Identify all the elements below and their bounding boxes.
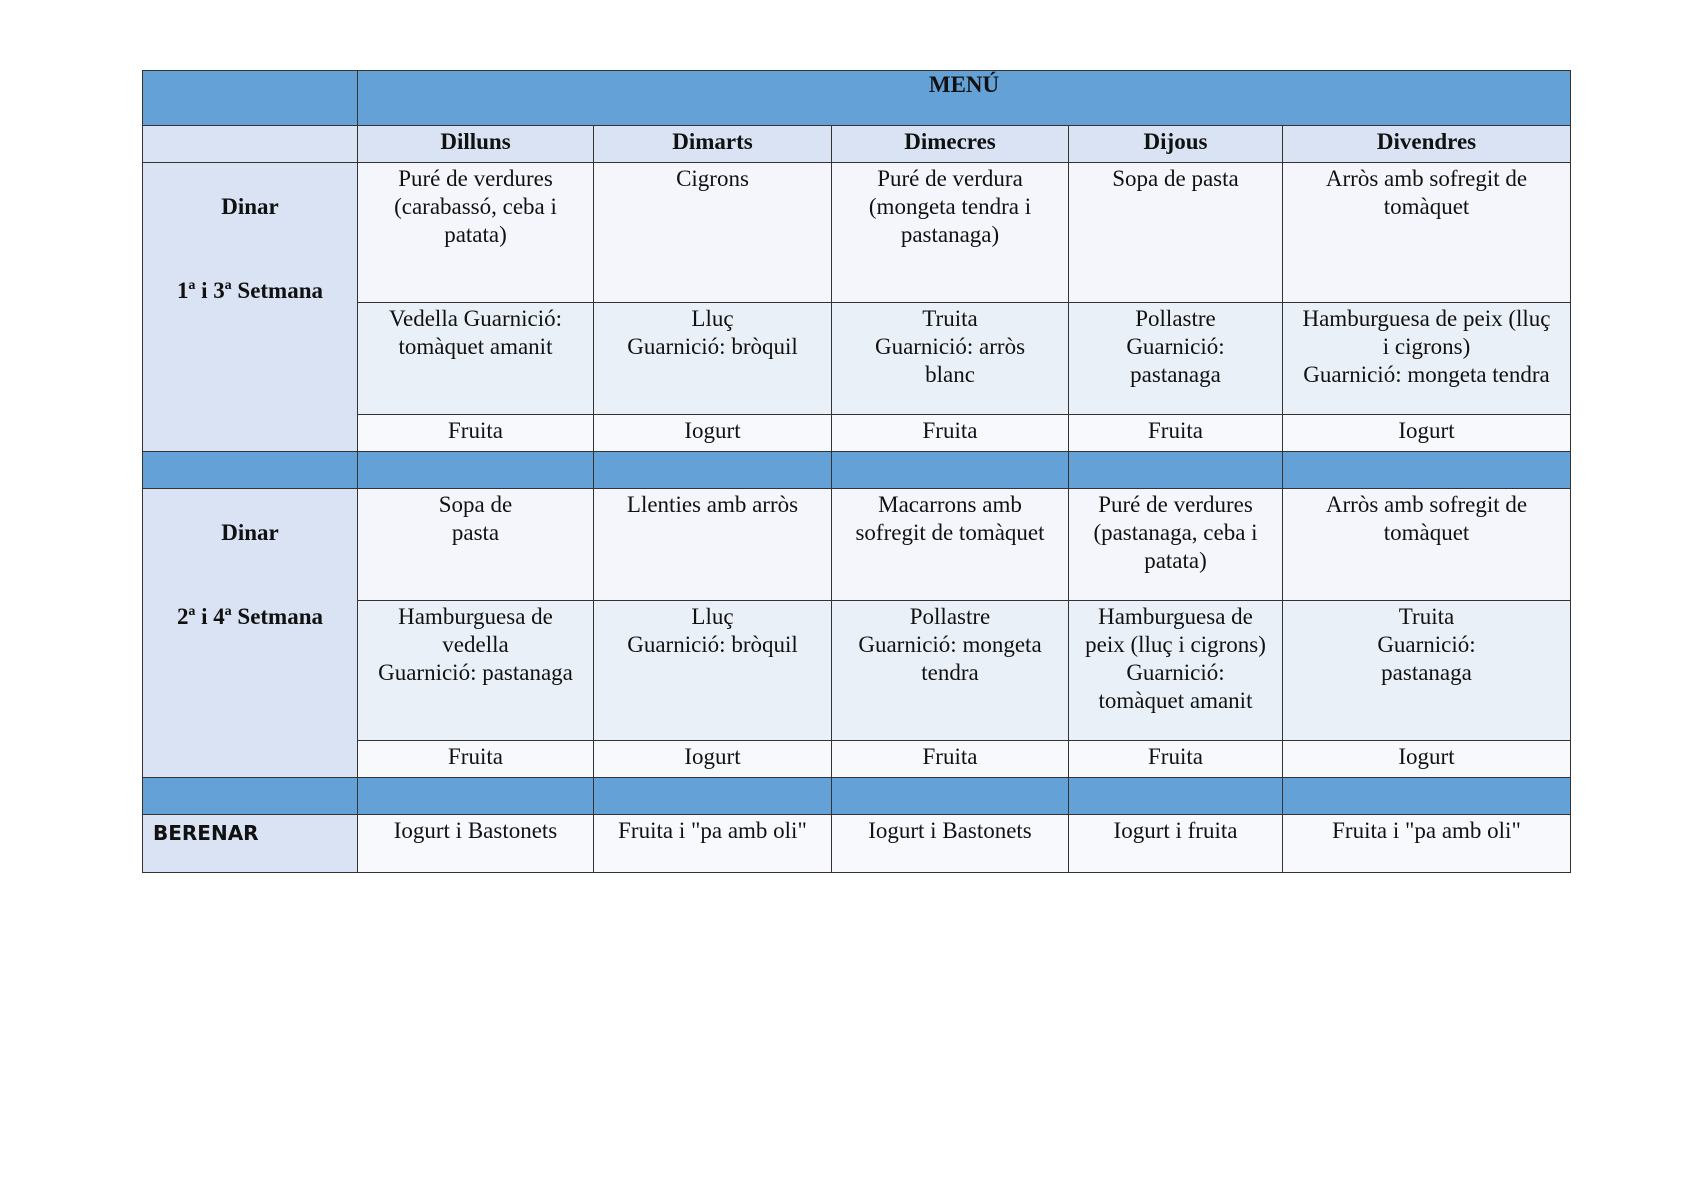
week-a-label-weeks: 1ª i 3ª Setmana [176,278,324,303]
separator-cell [358,778,594,815]
dish-cell: Vedella Guarnició: tomàquet amanit [358,303,594,415]
separator-cell [1069,778,1283,815]
week-a-second-course-row [143,303,1571,415]
dessert-cell: Iogurt [1283,415,1571,452]
dish-cell: Puré de verdura (mongeta tendra i pastanaga) [832,163,1069,303]
dessert-cell: Fruita [358,741,594,778]
days-corner-cell [143,126,358,163]
week-b-label-weeks: 2ª i 4ª Setmana [176,604,324,629]
dish-cell: Sopa de pasta [1069,163,1283,303]
day-header: Dijous [1069,126,1283,163]
week-b-label-meal: Dinar [221,520,279,545]
separator-cell [1283,452,1571,489]
dessert-cell: Fruita [832,741,1069,778]
dessert-cell: Fruita [832,415,1069,452]
day-header: Divendres [1283,126,1571,163]
dessert-cell: Fruita [358,415,594,452]
title-row [143,71,1571,126]
dish-cell: Sopa de pasta [358,489,594,601]
week-a-label-meal: Dinar [221,194,279,219]
dish-cell: Lluç Guarnició: bròquil [594,303,832,415]
snack-cell: Fruita i "pa amb oli" [594,815,832,873]
dessert-cell: Iogurt [594,741,832,778]
week-b-dessert-row [143,741,1571,778]
dish-cell: Truita Guarnició: arròs blanc [832,303,1069,415]
dessert-cell: Fruita [1069,741,1283,778]
separator-cell [594,452,832,489]
separator-row [143,778,1571,815]
day-header: Dimarts [594,126,832,163]
week-a-dessert-row [143,415,1571,452]
menu-table [142,70,1571,873]
snack-cell: Iogurt i Bastonets [358,815,594,873]
week-a-first-course-row [143,163,1571,303]
separator-row [143,452,1571,489]
days-header-row [143,126,1571,163]
snack-row [143,815,1571,873]
separator-cell [1283,778,1571,815]
snack-label: BERENAR [143,815,358,873]
title-corner-cell [143,71,358,126]
dish-cell: Lluç Guarnició: bròquil [594,601,832,741]
separator-cell [1069,452,1283,489]
separator-cell [832,452,1069,489]
day-header: Dilluns [358,126,594,163]
dessert-cell: Iogurt [1283,741,1571,778]
dish-cell: Llenties amb arròs [594,489,832,601]
dish-cell: Arròs amb sofregit de tomàquet [1283,163,1571,303]
dish-cell: Cigrons [594,163,832,303]
week-b-second-course-row [143,601,1571,741]
separator-cell [143,452,358,489]
week-b-first-course-row [143,489,1571,601]
dish-cell: Pollastre Guarnició: mongeta tendra [832,601,1069,741]
dessert-cell: Fruita [1069,415,1283,452]
day-header: Dimecres [832,126,1069,163]
snack-cell: Iogurt i fruita [1069,815,1283,873]
dish-cell: Arròs amb sofregit de tomàquet [1283,489,1571,601]
dish-cell: Hamburguesa de vedella Guarnició: pastanaga [358,601,594,741]
separator-cell [358,452,594,489]
dish-cell: Hamburguesa de peix (lluç i cigrons) Guarnició: mongeta tendra [1283,303,1571,415]
dessert-cell: Iogurt [594,415,832,452]
dish-cell: Truita Guarnició: pastanaga [1283,601,1571,741]
dish-cell: Puré de verdures (carabassó, ceba i patata) [358,163,594,303]
snack-cell: Fruita i "pa amb oli" [1283,815,1571,873]
week-b-label [143,489,358,778]
dish-cell: Puré de verdures (pastanaga, ceba i patata) [1069,489,1283,601]
dish-cell: Pollastre Guarnició: pastanaga [1069,303,1283,415]
snack-cell: Iogurt i Bastonets [832,815,1069,873]
separator-cell [594,778,832,815]
separator-cell [832,778,1069,815]
dish-cell: Hamburguesa de peix (lluç i cigrons) Guarnició: tomàquet amanit [1069,601,1283,741]
menu-title: MENÚ [358,71,1571,126]
separator-cell [143,778,358,815]
dish-cell: Macarrons amb sofregit de tomàquet [832,489,1069,601]
week-a-label [143,163,358,452]
